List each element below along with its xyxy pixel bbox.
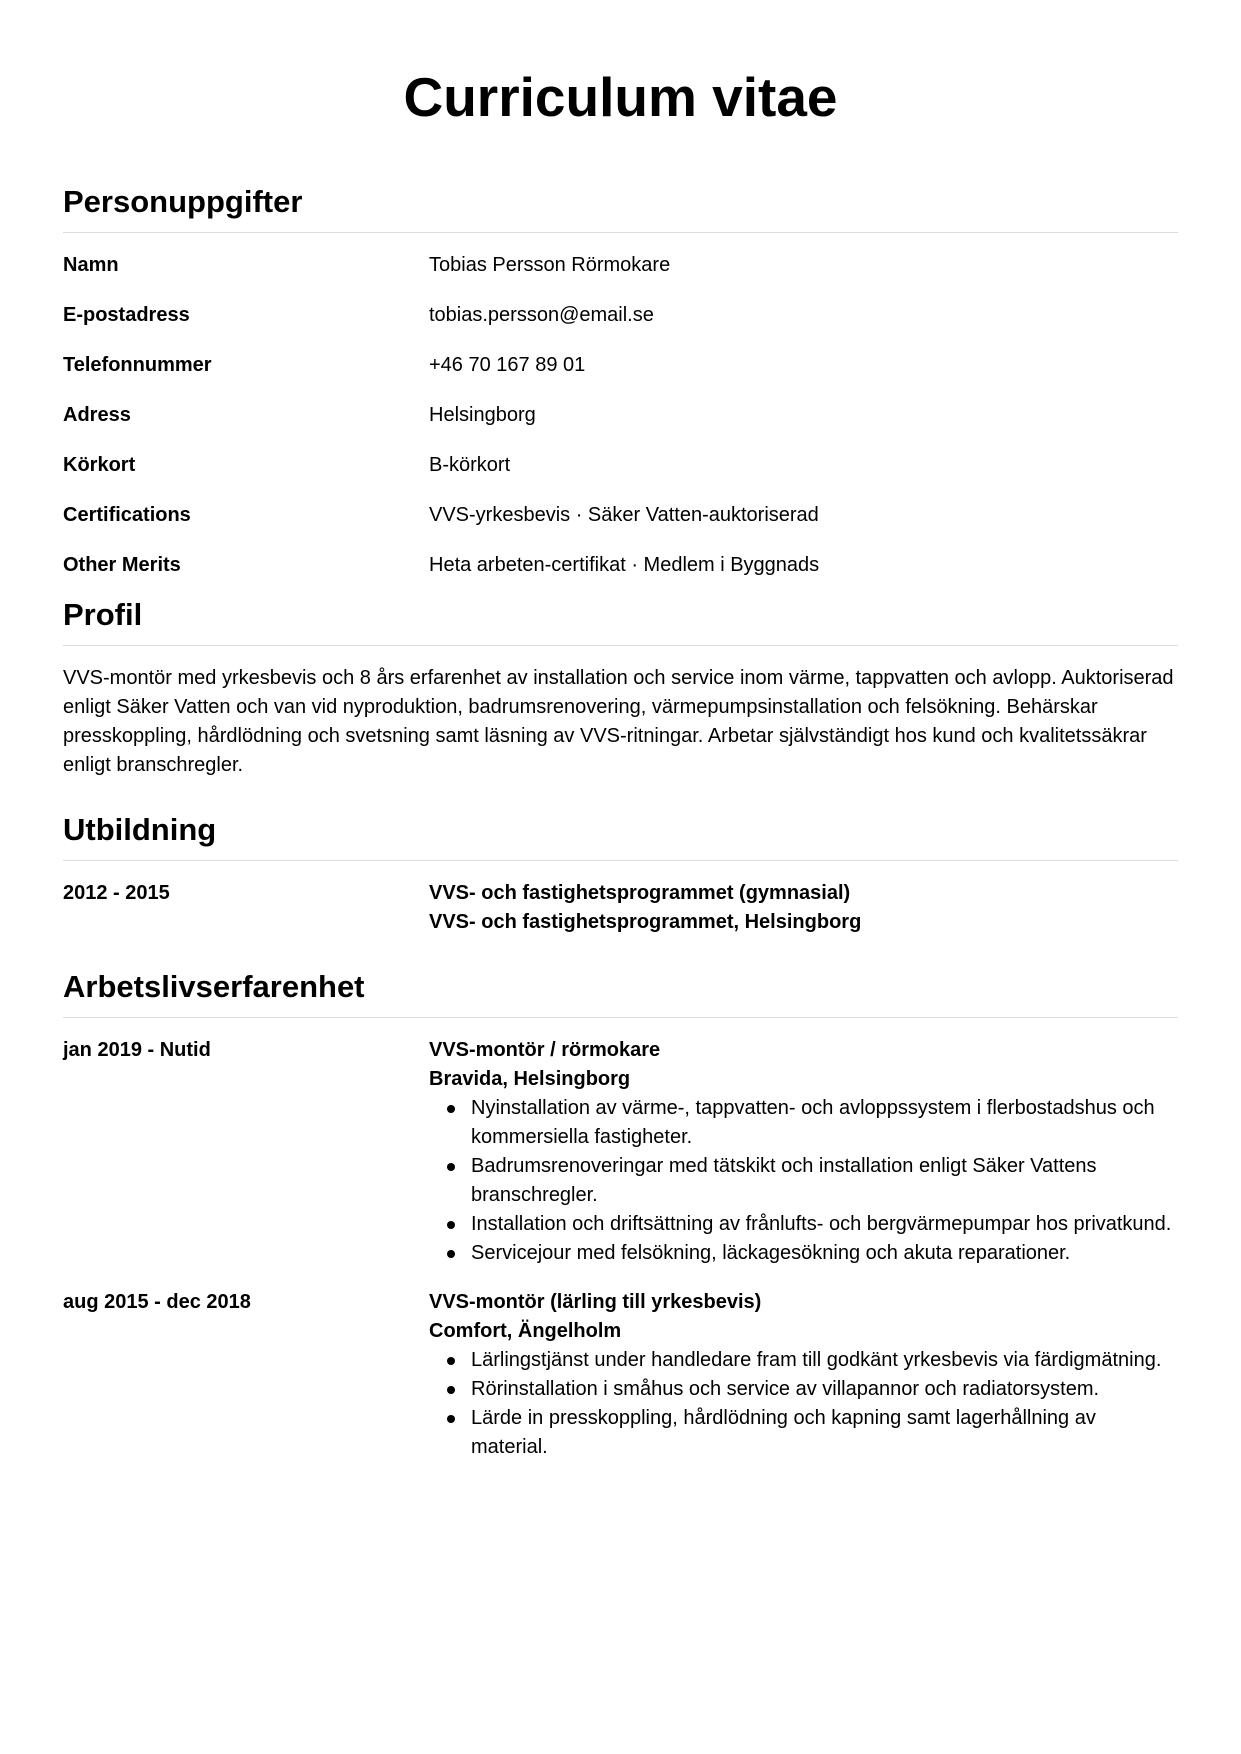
personal-label: Other Merits [63,554,181,576]
section-heading-profile: Profil [63,595,1178,646]
list-item: Badrumsrenoveringar med tätskikt och installation enligt Säker Vattens branschregler. [471,1152,1178,1210]
profile-text: VVS-montör med yrkesbevis och 8 års erfarenhet av installation och service inom värme, tappvatten och avlopp. Auktoriserad enligt Säker Vatten och van vid nyproduktion, badrumsrenovering, värmepumpsinstallation och felsökning. Behärskar presskoppling, hårdlödning och svetsning samt läsning av VVS-ritningar. Arbetar självständigt hos kund och kvalitetssäkrar enligt branschregler. [63,667,1174,776]
experience-title: VVS-montör (lärling till yrkesbevis) [429,1291,762,1313]
personal-label: E-postadress [63,304,190,326]
experience-details [429,1036,1178,1268]
personal-row-certifications [63,501,1178,551]
personal-row-email [63,301,1178,351]
section-personal [63,182,1178,601]
section-heading-personal: Personuppgifter [63,182,1178,233]
section-profile [63,595,1178,780]
list-item: Lärde in presskoppling, hårdlödning och kapning samt lagerhållning av material. [471,1404,1178,1462]
personal-row-phone [63,351,1178,401]
personal-label: Körkort [63,454,136,476]
personal-label: Certifications [63,504,191,526]
education-details [429,879,1178,937]
experience-employer: Bravida, Helsingborg [429,1068,631,1090]
experience-period: jan 2019 - Nutid [63,1039,211,1061]
education-title: VVS- och fastighetsprogrammet (gymnasial) [429,882,851,904]
section-education [63,810,1178,937]
personal-row-address [63,401,1178,451]
section-heading-experience: Arbetslivserfarenhet [63,967,1178,1018]
personal-value: Tobias Persson Rörmokare [429,254,671,276]
list-item: Servicejour med felsökning, läckagesökning och akuta reparationer. [471,1239,1178,1268]
experience-entry [63,1268,1178,1462]
personal-row-name [63,251,1178,301]
experience-entry [63,1018,1178,1268]
experience-employer: Comfort, Ängelholm [429,1320,622,1342]
experience-details [429,1288,1178,1462]
list-item: Lärlingstjänst under handledare fram till godkänt yrkesbevis via färdigmätning. [471,1346,1178,1375]
personal-label: Adress [63,404,131,426]
experience-title: VVS-montör / rörmokare [429,1039,661,1061]
experience-bullets [429,1094,1178,1268]
education-entry [63,861,1178,937]
personal-value: tobias.persson@email.se [429,304,654,326]
personal-value: B-körkort [429,454,511,476]
education-school: VVS- och fastighetsprogrammet, Helsingborg [429,911,862,933]
education-period: 2012 - 2015 [63,882,170,904]
personal-value: Helsingborg [429,404,536,426]
personal-row-license [63,451,1178,501]
personal-value: +46 70 167 89 01 [429,354,586,376]
experience-period: aug 2015 - dec 2018 [63,1291,251,1313]
document-title: Curriculum vitae [403,66,838,128]
list-item: Installation och driftsättning av frånlufts- och bergvärmepumpar hos privatkund. [471,1210,1178,1239]
list-item: Rörinstallation i småhus och service av villapannor och radiatorsystem. [471,1375,1178,1404]
personal-label: Namn [63,254,119,276]
list-item: Nyinstallation av värme-, tappvatten- och avloppssystem i flerbostadshus och kommersiella fastigheter. [471,1094,1178,1152]
personal-row-merits [63,551,1178,601]
section-heading-education: Utbildning [63,810,1178,861]
personal-value: Heta arbeten-certifikat · Medlem i Byggnads [429,554,820,576]
personal-rows [63,233,1178,601]
section-experience [63,967,1178,1462]
personal-value: VVS-yrkesbevis · Säker Vatten-auktoriserad [429,504,819,526]
experience-bullets [429,1346,1178,1462]
personal-label: Telefonnummer [63,354,212,376]
